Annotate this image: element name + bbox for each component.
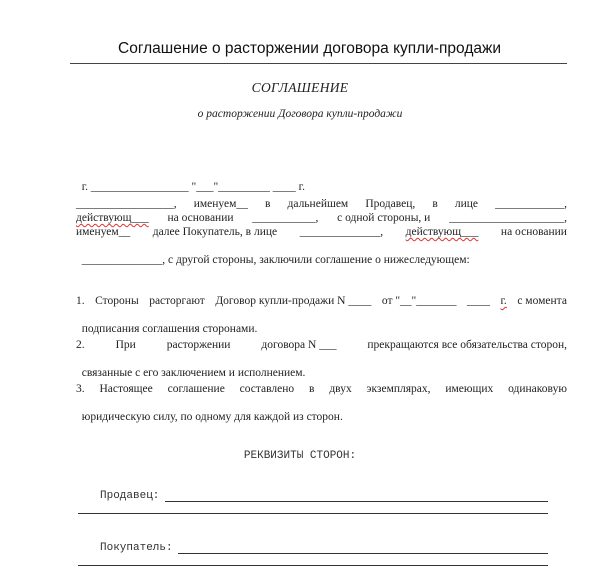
clause-1-line-1: 1. Стороны расторгают Договор купли-продажи N ____ от "__"_______ ____ г. с момента (76, 295, 567, 307)
clause-3-line-1: 3. Настоящее соглашение составлено в двух экземплярах, имеющих одинаковую (76, 383, 567, 395)
buyer-label: Покупатель: (100, 542, 173, 554)
requisites-title: РЕКВИЗИТЫ СТОРОН: (243, 450, 357, 462)
clause-3-line-2: юридическую силу, по одному для каждой из сторон. (81, 411, 343, 423)
page-title: Соглашение о расторжении договора купли-продажи (118, 40, 502, 57)
parties-line-4: ______________, с другой стороны, заключили соглашение о нижеследующем: (81, 254, 470, 266)
seller-label: Продавец: (100, 490, 160, 502)
parties-line-2: действующ___ на основании ___________, с одной стороны, и ____________________, (76, 212, 567, 224)
parties-line-3: именуем__ далее Покупатель, в лице ______________, действующ___ на основании (76, 226, 567, 238)
seller-signature-line (165, 501, 548, 502)
document-heading: СОГЛАШЕНИЕ (251, 80, 349, 95)
title-underline (70, 63, 567, 64)
seller-signature-line-2 (78, 513, 548, 514)
clause-2-line-1: 2. При расторжении договора N ___ прекращаются все обязательства сторон, (76, 339, 567, 351)
clause-1-line-2: подписания соглашения сторонами. (81, 323, 258, 335)
clause-2-line-2: связанные с его заключением и исполнением. (81, 367, 306, 379)
place-date-line: г. _________________ "___"_________ ____ г. (81, 181, 305, 193)
buyer-signature-line (178, 553, 548, 554)
document-subheading: о расторжении Договора купли-продажи (197, 108, 403, 120)
parties-line-1: _________________, именуем__ в дальнейшем Продавец, в лице ____________, (76, 198, 567, 210)
buyer-signature-line-2 (78, 565, 548, 566)
